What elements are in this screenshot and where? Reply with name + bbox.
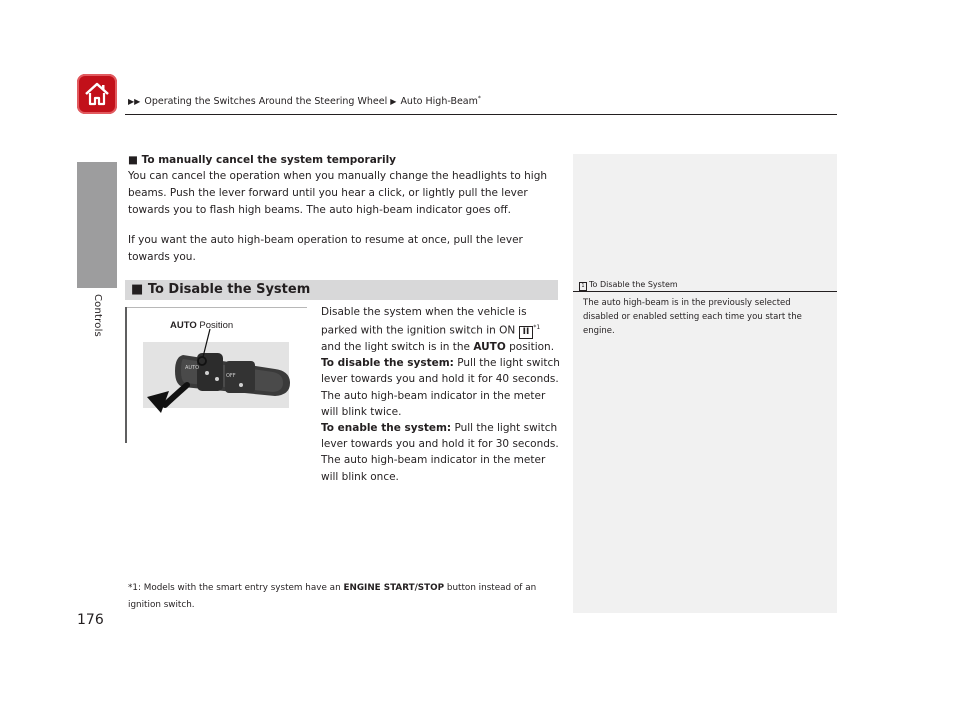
instructions-enable: To enable the system: Pull the light switch lever towards you and hold it for 30 seconds. The auto high-beam indicator in the meter will blink once. <box>321 421 559 483</box>
header-divider <box>125 114 837 115</box>
switch-marking-auto: AUTO <box>185 365 200 371</box>
illustration-border <box>127 307 307 308</box>
subsection-heading-text: To manually cancel the system temporarily <box>141 154 397 166</box>
breadcrumb-arrow-icon: ▶▶ <box>128 97 141 107</box>
breadcrumb-item-auto-high-beam[interactable]: Auto High-Beam <box>400 96 478 108</box>
footnote-ref[interactable]: *1 <box>533 324 541 332</box>
auto-position-label-text: Position <box>196 320 234 331</box>
home-button[interactable] <box>77 74 117 114</box>
side-note-panel <box>573 154 837 613</box>
section-marker-icon: ■ <box>131 282 144 297</box>
enable-label: To enable the system: <box>321 421 452 434</box>
instructions-disable: To disable the system: Pull the light switch lever towards you and hold it for 40 seconds. The auto high-beam indicator in the meter will blink twice. <box>321 357 560 418</box>
home-icon <box>83 80 111 108</box>
ignition-position-key: II <box>519 326 534 339</box>
breadcrumb <box>128 95 481 107</box>
note-marker-icon: 1 <box>579 282 587 291</box>
section-label: Controls <box>92 294 103 337</box>
auto-position-label-bold: AUTO <box>170 320 197 331</box>
disable-instructions <box>321 304 561 485</box>
switch-marking-off: OFF <box>226 373 236 379</box>
section-tab[interactable] <box>77 162 117 288</box>
side-note-title[interactable] <box>579 280 678 291</box>
footnote: *1: Models with the smart entry system have an ENGINE START/STOP button instead of an ignition switch. <box>128 583 537 610</box>
disable-label: To disable the system: <box>321 357 454 370</box>
side-note-title-text: To Disable the System <box>589 280 678 289</box>
instructions-intro: Disable the system when the vehicle is parked with the ignition switch in ON II $^{*1}$ and the light switch is in the AUTO position. <box>321 306 555 353</box>
page-number: 176 <box>77 612 104 628</box>
heading-marker-icon: ■ <box>128 154 138 166</box>
breadcrumb-item-switches[interactable]: Operating the Switches Around the Steering Wheel <box>144 96 388 108</box>
paragraph-cancel: You can cancel the operation when you manually change the headlights to high beams. Push the lever forward until you hear a click, or lightly pull the lever towards you to flash high beams. The auto high-beam indicator goes off. <box>128 170 548 216</box>
section-title-bar <box>125 280 558 300</box>
breadcrumb-arrow-icon: ▶ <box>390 97 397 107</box>
side-note-body: The auto high-beam is in the previously selected disabled or enabled setting each time you start the engine. <box>583 298 802 336</box>
section-title: To Disable the System <box>147 282 311 297</box>
auto-position-label <box>170 320 233 331</box>
illustration-border <box>125 307 127 443</box>
subsection-heading <box>128 154 396 166</box>
paragraph-resume: If you want the auto high-beam operation to resume at once, pull the lever towards you. <box>128 234 523 263</box>
side-note-divider <box>573 291 837 292</box>
optional-asterisk: * <box>477 95 481 102</box>
